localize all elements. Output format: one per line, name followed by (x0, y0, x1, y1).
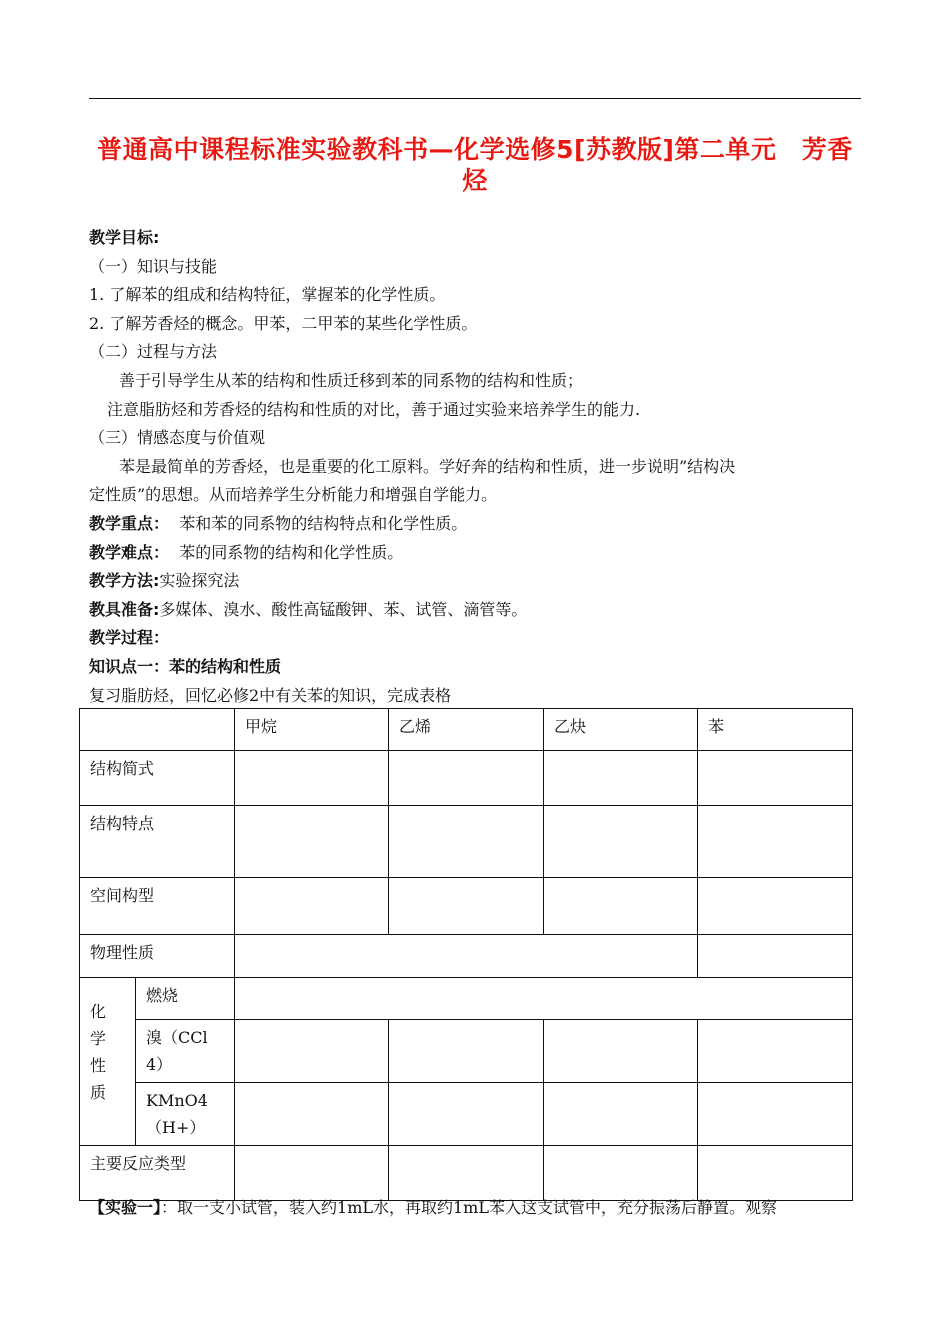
process-heading: 教学过程： (89, 628, 170, 648)
table-cell (389, 806, 544, 878)
method-label: 教学方法: (89, 571, 160, 591)
difficulty-label: 教学难点： (89, 542, 170, 562)
table-cell (698, 1146, 853, 1201)
table-cell (698, 1020, 853, 1083)
column-header: 乙烯 (389, 709, 544, 751)
row-header: 燃烧 (136, 978, 235, 1020)
table-cell (698, 878, 853, 935)
table-cell (235, 1083, 389, 1146)
chem-label-char: 性 (90, 1056, 107, 1075)
table-row (80, 1083, 853, 1146)
review-instruction: 复习脂肪烃，回忆必修2中有关苯的知识，完成表格 (89, 685, 452, 705)
attitude-text-line-2: 定性质”的思想。从而培养学生分析能力和增强自学能力。 (89, 485, 498, 505)
key-point (89, 510, 861, 539)
objectives-section-1: （一）知识与技能 (89, 256, 218, 276)
experiment-label: 【实验一】 (89, 1198, 162, 1217)
table-cell (544, 806, 698, 878)
table-cell (235, 751, 389, 806)
document-body (89, 224, 861, 710)
table-header-row (80, 709, 853, 751)
knowledge-point-1: 知识点一：苯的结构和性质 (89, 656, 282, 676)
column-header: 苯 (698, 709, 853, 751)
tools (89, 596, 861, 625)
table-cell (698, 935, 853, 978)
table-row (80, 935, 853, 978)
table-cell (698, 806, 853, 878)
objectives-section-2: （二）过程与方法 (89, 342, 218, 362)
table-cell (235, 935, 698, 978)
table-cell (698, 751, 853, 806)
document-title (89, 134, 861, 196)
table-cell (389, 1020, 544, 1083)
table-cell (544, 751, 698, 806)
row-header: 结构特点 (80, 806, 235, 878)
table-cell (235, 978, 853, 1020)
chem-label-char: 质 (90, 1083, 107, 1102)
chem-label-char: 学 (90, 1029, 107, 1048)
table-cell (389, 751, 544, 806)
table-row (80, 878, 853, 935)
table-cell (235, 806, 389, 878)
table-cell (389, 878, 544, 935)
table-cell (698, 1083, 853, 1146)
objective-item-2: 2. 了解芳香烃的概念。甲苯，二甲苯的某些化学性质。 (89, 313, 478, 333)
table-cell (389, 1146, 544, 1201)
column-header: 甲烷 (235, 709, 389, 751)
title-line-1: 普通高中课程标准实验教科书—化学选修5[苏教版]第二单元 芳香 (97, 135, 853, 164)
row-header: 物理性质 (80, 935, 235, 978)
table-cell (235, 878, 389, 935)
attitude-text-line-1: 苯是最简单的芳香烃，也是重要的化工原料。学好奔的结构和性质，进一步说明”结构决 (119, 456, 736, 476)
comparison-table (79, 708, 853, 1201)
chem-properties-label (80, 978, 136, 1146)
table-cell (235, 1146, 389, 1201)
experiment-text: ：取一支小试管，装入约1mL水，再取约1mL苯入这支试管中，充分振荡后静置。观察 (161, 1198, 777, 1217)
experiment-1 (89, 1194, 861, 1222)
row-header: 结构简式 (80, 751, 235, 806)
objectives-section-3: （三）情感态度与价值观 (89, 428, 266, 448)
row-header: 溴（CCl4） (136, 1020, 235, 1083)
table-cell (544, 1020, 698, 1083)
process-item-2: 注意脂肪烃和芳香烃的结构和性质的对比，善于通过实验来培养学生的能力. (107, 399, 641, 419)
table-cell (544, 1083, 698, 1146)
tools-text: 多媒体、溴水、酸性高锰酸钾、苯、试管、滴管等。 (159, 599, 528, 619)
process-item-1: 善于引导学生从苯的结构和性质迁移到苯的同系物的结构和性质； (119, 370, 584, 390)
difficulty-text: 苯的同系物的结构和化学性质。 (179, 542, 404, 562)
table-row (80, 1146, 853, 1201)
difficulty (89, 539, 861, 568)
table-cell (544, 878, 698, 935)
table-cell (389, 1083, 544, 1146)
header-rule (89, 98, 861, 99)
table-row (80, 751, 853, 806)
table-row (80, 978, 853, 1020)
row-header: KMnO4（H+） (136, 1083, 235, 1146)
key-point-label: 教学重点： (89, 513, 170, 533)
method (89, 567, 861, 596)
table-cell (235, 1020, 389, 1083)
table-row (80, 1020, 853, 1083)
key-point-text: 苯和苯的同系物的结构特点和化学性质。 (179, 513, 468, 533)
table-corner-cell (80, 709, 235, 751)
row-header: 空间构型 (80, 878, 235, 935)
objectives-heading: 教学目标: (89, 228, 160, 247)
tools-label: 教具准备: (89, 599, 160, 619)
method-text: 实验探究法 (159, 571, 240, 591)
title-line-2: 烃 (462, 166, 488, 195)
chem-label-char: 化 (90, 1002, 107, 1021)
table-cell (544, 1146, 698, 1201)
column-header: 乙炔 (544, 709, 698, 751)
table-row (80, 806, 853, 878)
row-header: 主要反应类型 (80, 1146, 235, 1201)
objective-item-1: 1. 了解苯的组成和结构特征，掌握苯的化学性质。 (89, 285, 446, 305)
